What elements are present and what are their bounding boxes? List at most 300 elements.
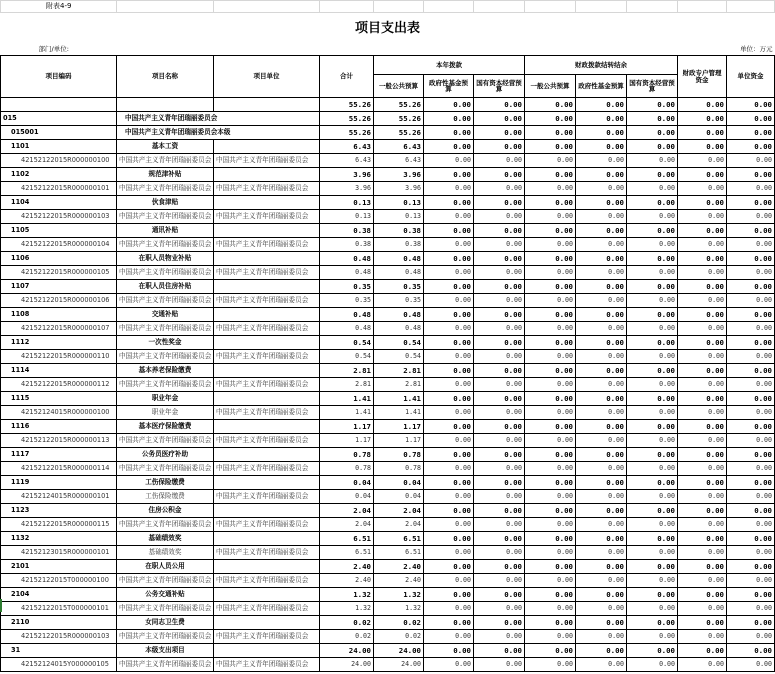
cell-co-general[interactable]: 0.00	[525, 518, 576, 532]
cell-total[interactable]: 0.38	[320, 224, 374, 238]
cell-cy-general[interactable]: 0.38	[374, 224, 424, 238]
cell-project-name[interactable]: 中国共产主义青年团瑞丽委员会	[117, 462, 214, 476]
cell-co-state-capital[interactable]: 0.00	[627, 252, 678, 266]
cell-cy-state-capital[interactable]: 0.00	[474, 182, 525, 196]
cell-co-state-capital[interactable]: 0.00	[627, 616, 678, 630]
cell-co-general[interactable]: 0.00	[525, 224, 576, 238]
cell-project-code[interactable]: 1119	[1, 476, 117, 490]
cell-project-unit[interactable]: 中国共产主义青年团瑞丽委员会	[214, 378, 320, 392]
cell-co-state-capital[interactable]: 0.00	[627, 588, 678, 602]
cell-project-code[interactable]: 42152122015R000000103	[1, 630, 117, 644]
cell-project-unit[interactable]: 中国共产主义青年团瑞丽委员会	[214, 658, 320, 672]
cell-cy-state-capital[interactable]: 0.00	[474, 462, 525, 476]
cell-project-name[interactable]: 伙食津贴	[117, 196, 214, 210]
cell-total[interactable]: 0.48	[320, 252, 374, 266]
cell-co-state-capital[interactable]: 0.00	[627, 280, 678, 294]
cell-total[interactable]: 0.02	[320, 630, 374, 644]
cell-unit-fund[interactable]: 0.00	[727, 252, 775, 266]
cell-co-state-capital[interactable]: 0.00	[627, 462, 678, 476]
cell-project-code[interactable]: 42152122015R000000103	[1, 210, 117, 224]
cell-co-general[interactable]: 0.00	[525, 196, 576, 210]
cell-project-unit[interactable]: 中国共产主义青年团瑞丽委员会	[214, 518, 320, 532]
cell-co-state-capital[interactable]: 0.00	[627, 182, 678, 196]
cell-co-gov-fund[interactable]: 0.00	[576, 462, 627, 476]
cell-cy-gov-fund[interactable]: 0.00	[424, 644, 474, 658]
cell-cy-state-capital[interactable]: 0.00	[474, 448, 525, 462]
cell-project-name[interactable]: 中国共产主义青年团瑞丽委员会	[117, 154, 214, 168]
cell-cy-state-capital[interactable]: 0.00	[474, 378, 525, 392]
cell-project-name[interactable]: 中国共产主义青年团瑞丽委员会	[117, 182, 214, 196]
cell-co-general[interactable]: 0.00	[525, 322, 576, 336]
cell-co-state-capital[interactable]: 0.00	[627, 560, 678, 574]
cell-special[interactable]: 0.00	[678, 630, 727, 644]
cell-unit-fund[interactable]: 0.00	[727, 588, 775, 602]
cell-project-unit[interactable]	[214, 560, 320, 574]
cell-project-unit[interactable]: 中国共产主义青年团瑞丽委员会	[214, 210, 320, 224]
cell-co-state-capital[interactable]: 0.00	[627, 196, 678, 210]
cell-cy-state-capital[interactable]: 0.00	[474, 238, 525, 252]
cell-co-state-capital[interactable]: 0.00	[627, 504, 678, 518]
cell-co-general[interactable]: 0.00	[525, 490, 576, 504]
cell-special[interactable]: 0.00	[678, 574, 727, 588]
cell-project-name[interactable]: 女同志卫生费	[117, 616, 214, 630]
cell-cy-state-capital[interactable]: 0.00	[474, 168, 525, 182]
cell-co-general[interactable]: 0.00	[525, 504, 576, 518]
cell-cy-gov-fund[interactable]: 0.00	[424, 238, 474, 252]
cell-project-code[interactable]: 1105	[1, 224, 117, 238]
cell-project-name[interactable]: 中国共产主义青年团瑞丽委员会	[117, 574, 214, 588]
cell-project-unit[interactable]: 中国共产主义青年团瑞丽委员会	[214, 154, 320, 168]
cell-co-state-capital[interactable]: 0.00	[627, 224, 678, 238]
cell-cy-general[interactable]: 2.81	[374, 364, 424, 378]
cell-project-unit[interactable]: 中国共产主义青年团瑞丽委员会	[214, 294, 320, 308]
cell-cy-general[interactable]: 24.00	[374, 644, 424, 658]
cell-unit-fund[interactable]: 0.00	[727, 364, 775, 378]
cell-cy-gov-fund[interactable]: 0.00	[424, 350, 474, 364]
cell-co-state-capital[interactable]: 0.00	[627, 448, 678, 462]
cell-project-unit[interactable]: 中国共产主义青年团瑞丽委员会	[214, 434, 320, 448]
cell-project-unit[interactable]	[214, 140, 320, 154]
cell-special[interactable]: 0.00	[678, 210, 727, 224]
cell-project-name[interactable]: 中国共产主义青年团瑞丽委员会	[117, 238, 214, 252]
cell-project-name[interactable]: 中国共产主义青年团瑞丽委员会	[117, 266, 214, 280]
cell-cy-gov-fund[interactable]: 0.00	[424, 658, 474, 672]
cell-unit-fund[interactable]: 0.00	[727, 238, 775, 252]
cell-special[interactable]: 0.00	[678, 140, 727, 154]
unit-label[interactable]: 单位：万元	[740, 44, 773, 53]
cell-unit-fund[interactable]: 0.00	[727, 448, 775, 462]
cell-co-gov-fund[interactable]: 0.00	[576, 658, 627, 672]
cell-project-code[interactable]: 42152122015R000000106	[1, 294, 117, 308]
cell-co-general[interactable]: 0.00	[525, 140, 576, 154]
cell-project-name[interactable]: 一次性奖金	[117, 336, 214, 350]
cell-cy-general[interactable]: 1.32	[374, 602, 424, 616]
cell-cy-state-capital[interactable]: 0.00	[474, 126, 525, 140]
cell-total[interactable]: 1.41	[320, 406, 374, 420]
cell-project-name[interactable]: 公务员医疗补助	[117, 448, 214, 462]
cell-co-gov-fund[interactable]: 0.00	[576, 476, 627, 490]
cell-co-general[interactable]: 0.00	[525, 406, 576, 420]
cell-project-unit[interactable]	[214, 476, 320, 490]
cell-cy-gov-fund[interactable]: 0.00	[424, 476, 474, 490]
cell-total[interactable]: 0.04	[320, 476, 374, 490]
cell-project-name[interactable]: 公务交通补贴	[117, 588, 214, 602]
cell-cy-general[interactable]: 3.96	[374, 182, 424, 196]
cell-cy-gov-fund[interactable]: 0.00	[424, 252, 474, 266]
header-co-state-capital[interactable]: 国有资本经营预算	[627, 75, 678, 98]
cell-project-code[interactable]: 42152124015R000000101	[1, 490, 117, 504]
cell-co-gov-fund[interactable]: 0.00	[576, 224, 627, 238]
cell-cy-gov-fund[interactable]: 0.00	[424, 490, 474, 504]
cell-co-general[interactable]: 0.00	[525, 126, 576, 140]
cell-cy-gov-fund[interactable]: 0.00	[424, 434, 474, 448]
cell-unit-fund[interactable]: 0.00	[727, 336, 775, 350]
header-cy-gov-fund[interactable]: 政府性基金预算	[424, 75, 474, 98]
cell-cy-general[interactable]: 2.40	[374, 574, 424, 588]
cell-special[interactable]: 0.00	[678, 378, 727, 392]
cell-special[interactable]: 0.00	[678, 182, 727, 196]
cell-co-general[interactable]: 0.00	[525, 280, 576, 294]
cell-project-code[interactable]	[1, 98, 117, 112]
cell-total[interactable]: 0.04	[320, 490, 374, 504]
cell-co-state-capital[interactable]: 0.00	[627, 294, 678, 308]
cell-unit-fund[interactable]: 0.00	[727, 392, 775, 406]
cell-special[interactable]: 0.00	[678, 560, 727, 574]
cell-cy-state-capital[interactable]: 0.00	[474, 98, 525, 112]
cell-co-general[interactable]: 0.00	[525, 252, 576, 266]
cell-co-gov-fund[interactable]: 0.00	[576, 532, 627, 546]
cell-project-code[interactable]: 015	[1, 112, 117, 126]
cell-total[interactable]: 6.51	[320, 532, 374, 546]
cell-unit-fund[interactable]: 0.00	[727, 420, 775, 434]
cell-co-state-capital[interactable]: 0.00	[627, 168, 678, 182]
cell-co-state-capital[interactable]: 0.00	[627, 126, 678, 140]
cell-cy-state-capital[interactable]: 0.00	[474, 294, 525, 308]
cell-co-gov-fund[interactable]: 0.00	[576, 308, 627, 322]
cell-total[interactable]: 6.43	[320, 154, 374, 168]
cell-special[interactable]: 0.00	[678, 462, 727, 476]
cell-co-gov-fund[interactable]: 0.00	[576, 434, 627, 448]
cell-total[interactable]: 55.26	[320, 98, 374, 112]
cell-co-general[interactable]: 0.00	[525, 560, 576, 574]
cell-project-name[interactable]: 中国共产主义青年团瑞丽委员会	[117, 112, 320, 126]
cell-unit-fund[interactable]: 0.00	[727, 378, 775, 392]
cell-cy-general[interactable]: 0.48	[374, 266, 424, 280]
header-total[interactable]: 合计	[320, 56, 374, 98]
cell-cy-gov-fund[interactable]: 0.00	[424, 546, 474, 560]
cell-project-code[interactable]: 2104	[1, 588, 117, 602]
cell-project-code[interactable]: 1104	[1, 196, 117, 210]
cell-project-name[interactable]	[117, 98, 214, 112]
cell-cy-gov-fund[interactable]: 0.00	[424, 392, 474, 406]
cell-unit-fund[interactable]: 0.00	[727, 350, 775, 364]
cell-project-unit[interactable]	[214, 448, 320, 462]
cell-cy-state-capital[interactable]: 0.00	[474, 434, 525, 448]
cell-project-name[interactable]: 中国共产主义青年团瑞丽委员会	[117, 378, 214, 392]
cell-cy-state-capital[interactable]: 0.00	[474, 574, 525, 588]
cell-project-unit[interactable]	[214, 392, 320, 406]
cell-project-unit[interactable]	[214, 644, 320, 658]
cell-co-gov-fund[interactable]: 0.00	[576, 294, 627, 308]
cell-project-code[interactable]: 1101	[1, 140, 117, 154]
cell-co-state-capital[interactable]: 0.00	[627, 140, 678, 154]
cell-co-gov-fund[interactable]: 0.00	[576, 406, 627, 420]
cell-unit-fund[interactable]: 0.00	[727, 644, 775, 658]
cell-co-state-capital[interactable]: 0.00	[627, 210, 678, 224]
cell-co-gov-fund[interactable]: 0.00	[576, 518, 627, 532]
cell-special[interactable]: 0.00	[678, 322, 727, 336]
cell-total[interactable]: 0.38	[320, 238, 374, 252]
cell-co-gov-fund[interactable]: 0.00	[576, 168, 627, 182]
cell-special[interactable]: 0.00	[678, 126, 727, 140]
cell-cy-state-capital[interactable]: 0.00	[474, 406, 525, 420]
cell-special[interactable]: 0.00	[678, 448, 727, 462]
cell-project-code[interactable]: 1115	[1, 392, 117, 406]
cell-special[interactable]: 0.00	[678, 336, 727, 350]
cell-cy-general[interactable]: 2.04	[374, 518, 424, 532]
cell-cy-gov-fund[interactable]: 0.00	[424, 588, 474, 602]
header-current-year[interactable]: 本年拨款	[374, 56, 525, 75]
cell-cy-general[interactable]: 0.13	[374, 210, 424, 224]
cell-project-name[interactable]: 在职人员住房补贴	[117, 280, 214, 294]
cell-project-name[interactable]: 工伤保险缴费	[117, 490, 214, 504]
cell-co-general[interactable]: 0.00	[525, 364, 576, 378]
cell-project-code[interactable]: 2101	[1, 560, 117, 574]
cell-co-state-capital[interactable]: 0.00	[627, 308, 678, 322]
cell-cy-general[interactable]: 0.48	[374, 308, 424, 322]
cell-unit-fund[interactable]: 0.00	[727, 560, 775, 574]
cell-special[interactable]: 0.00	[678, 112, 727, 126]
cell-co-gov-fund[interactable]: 0.00	[576, 378, 627, 392]
cell-total[interactable]: 3.96	[320, 168, 374, 182]
cell-project-name[interactable]: 工伤保险缴费	[117, 476, 214, 490]
cell-total[interactable]: 2.04	[320, 518, 374, 532]
cell-cy-gov-fund[interactable]: 0.00	[424, 98, 474, 112]
cell-project-unit[interactable]	[214, 616, 320, 630]
cell-cy-gov-fund[interactable]: 0.00	[424, 308, 474, 322]
cell-cy-gov-fund[interactable]: 0.00	[424, 420, 474, 434]
cell-project-code[interactable]: 42152122015R000000105	[1, 266, 117, 280]
cell-project-code[interactable]: 015001	[1, 126, 117, 140]
cell-project-unit[interactable]: 中国共产主义青年团瑞丽委员会	[214, 182, 320, 196]
cell-project-code[interactable]: 1117	[1, 448, 117, 462]
cell-cy-gov-fund[interactable]: 0.00	[424, 406, 474, 420]
cell-unit-fund[interactable]: 0.00	[727, 112, 775, 126]
cell-co-gov-fund[interactable]: 0.00	[576, 490, 627, 504]
cell-project-name[interactable]: 中国共产主义青年团瑞丽委员会本级	[117, 126, 320, 140]
cell-project-code[interactable]: 42152122015R000000114	[1, 462, 117, 476]
cell-co-gov-fund[interactable]: 0.00	[576, 420, 627, 434]
cell-co-gov-fund[interactable]: 0.00	[576, 560, 627, 574]
cell-cy-general[interactable]: 0.02	[374, 616, 424, 630]
cell-special[interactable]: 0.00	[678, 434, 727, 448]
cell-special[interactable]: 0.00	[678, 532, 727, 546]
cell-co-general[interactable]: 0.00	[525, 546, 576, 560]
cell-project-name[interactable]: 中国共产主义青年团瑞丽委员会	[117, 322, 214, 336]
cell-project-code[interactable]: 1102	[1, 168, 117, 182]
cell-cy-general[interactable]: 6.51	[374, 546, 424, 560]
cell-co-gov-fund[interactable]: 0.00	[576, 644, 627, 658]
cell-co-general[interactable]: 0.00	[525, 532, 576, 546]
cell-project-unit[interactable]: 中国共产主义青年团瑞丽委员会	[214, 602, 320, 616]
cell-project-unit[interactable]	[214, 196, 320, 210]
cell-cy-state-capital[interactable]: 0.00	[474, 224, 525, 238]
cell-cy-gov-fund[interactable]: 0.00	[424, 462, 474, 476]
cell-unit-fund[interactable]: 0.00	[727, 602, 775, 616]
cell-project-code[interactable]: 42152122015T000000100	[1, 574, 117, 588]
cell-cy-general[interactable]: 6.43	[374, 154, 424, 168]
cell-unit-fund[interactable]: 0.00	[727, 518, 775, 532]
cell-cy-gov-fund[interactable]: 0.00	[424, 560, 474, 574]
cell-project-unit[interactable]: 中国共产主义青年团瑞丽委员会	[214, 546, 320, 560]
dept-label[interactable]: 部门/单位:	[38, 44, 69, 53]
cell-cy-gov-fund[interactable]: 0.00	[424, 224, 474, 238]
cell-unit-fund[interactable]: 0.00	[727, 182, 775, 196]
cell-total[interactable]: 1.17	[320, 420, 374, 434]
cell-cy-state-capital[interactable]: 0.00	[474, 266, 525, 280]
cell-special[interactable]: 0.00	[678, 308, 727, 322]
cell-cy-gov-fund[interactable]: 0.00	[424, 154, 474, 168]
cell-project-code[interactable]: 42152122015R000000100	[1, 154, 117, 168]
cell-special[interactable]: 0.00	[678, 518, 727, 532]
cell-cy-state-capital[interactable]: 0.00	[474, 616, 525, 630]
cell-co-general[interactable]: 0.00	[525, 658, 576, 672]
cell-total[interactable]: 2.81	[320, 364, 374, 378]
cell-cy-state-capital[interactable]: 0.00	[474, 560, 525, 574]
cell-cy-gov-fund[interactable]: 0.00	[424, 266, 474, 280]
cell-cy-general[interactable]: 2.04	[374, 504, 424, 518]
cell-cy-gov-fund[interactable]: 0.00	[424, 112, 474, 126]
cell-cy-gov-fund[interactable]: 0.00	[424, 196, 474, 210]
cell-cy-gov-fund[interactable]: 0.00	[424, 280, 474, 294]
cell-co-general[interactable]: 0.00	[525, 308, 576, 322]
cell-cy-general[interactable]: 0.35	[374, 294, 424, 308]
cell-unit-fund[interactable]: 0.00	[727, 168, 775, 182]
cell-co-general[interactable]: 0.00	[525, 266, 576, 280]
cell-co-general[interactable]: 0.00	[525, 602, 576, 616]
cell-cy-gov-fund[interactable]: 0.00	[424, 602, 474, 616]
cell-unit-fund[interactable]: 0.00	[727, 224, 775, 238]
cell-co-general[interactable]: 0.00	[525, 378, 576, 392]
cell-cy-general[interactable]: 3.96	[374, 168, 424, 182]
cell-cy-general[interactable]: 0.78	[374, 462, 424, 476]
cell-co-gov-fund[interactable]: 0.00	[576, 336, 627, 350]
cell-special[interactable]: 0.00	[678, 238, 727, 252]
cell-unit-fund[interactable]: 0.00	[727, 462, 775, 476]
cell-cy-gov-fund[interactable]: 0.00	[424, 322, 474, 336]
cell-co-gov-fund[interactable]: 0.00	[576, 210, 627, 224]
cell-co-state-capital[interactable]: 0.00	[627, 574, 678, 588]
cell-total[interactable]: 0.48	[320, 308, 374, 322]
header-unit-fund[interactable]: 单位资金	[727, 56, 775, 98]
cell-project-unit[interactable]: 中国共产主义青年团瑞丽委员会	[214, 266, 320, 280]
cell-project-unit[interactable]	[214, 336, 320, 350]
cell-co-state-capital[interactable]: 0.00	[627, 336, 678, 350]
cell-cy-general[interactable]: 0.04	[374, 476, 424, 490]
cell-special[interactable]: 0.00	[678, 392, 727, 406]
cell-cy-gov-fund[interactable]: 0.00	[424, 630, 474, 644]
cell-project-code[interactable]: 42152124015R000000100	[1, 406, 117, 420]
cell-special[interactable]: 0.00	[678, 154, 727, 168]
cell-co-state-capital[interactable]: 0.00	[627, 434, 678, 448]
cell-special[interactable]: 0.00	[678, 224, 727, 238]
cell-total[interactable]: 2.40	[320, 560, 374, 574]
cell-co-gov-fund[interactable]: 0.00	[576, 588, 627, 602]
cell-co-gov-fund[interactable]: 0.00	[576, 504, 627, 518]
cell-cy-gov-fund[interactable]: 0.00	[424, 210, 474, 224]
cell-co-general[interactable]: 0.00	[525, 630, 576, 644]
cell-project-unit[interactable]: 中国共产主义青年团瑞丽委员会	[214, 238, 320, 252]
cell-cy-general[interactable]: 2.40	[374, 560, 424, 574]
cell-project-name[interactable]: 中国共产主义青年团瑞丽委员会	[117, 602, 214, 616]
cell-co-state-capital[interactable]: 0.00	[627, 364, 678, 378]
cell-co-gov-fund[interactable]: 0.00	[576, 602, 627, 616]
cell-cy-general[interactable]: 24.00	[374, 658, 424, 672]
cell-total[interactable]: 6.51	[320, 546, 374, 560]
cell-co-general[interactable]: 0.00	[525, 392, 576, 406]
cell-co-general[interactable]: 0.00	[525, 420, 576, 434]
cell-special[interactable]: 0.00	[678, 406, 727, 420]
cell-co-general[interactable]: 0.00	[525, 462, 576, 476]
cell-cy-gov-fund[interactable]: 0.00	[424, 616, 474, 630]
cell-cy-state-capital[interactable]: 0.00	[474, 644, 525, 658]
cell-cy-state-capital[interactable]: 0.00	[474, 140, 525, 154]
cell-special[interactable]: 0.00	[678, 350, 727, 364]
cell-unit-fund[interactable]: 0.00	[727, 476, 775, 490]
cell-co-gov-fund[interactable]: 0.00	[576, 574, 627, 588]
cell-co-state-capital[interactable]: 0.00	[627, 630, 678, 644]
cell-co-gov-fund[interactable]: 0.00	[576, 126, 627, 140]
cell-total[interactable]: 55.26	[320, 126, 374, 140]
cell-co-state-capital[interactable]: 0.00	[627, 644, 678, 658]
cell-cy-state-capital[interactable]: 0.00	[474, 546, 525, 560]
cell-cy-state-capital[interactable]: 0.00	[474, 210, 525, 224]
cell-cy-gov-fund[interactable]: 0.00	[424, 378, 474, 392]
cell-total[interactable]: 1.17	[320, 434, 374, 448]
header-project-unit[interactable]: 项目单位	[214, 56, 320, 98]
cell-total[interactable]: 24.00	[320, 644, 374, 658]
cell-project-code[interactable]: 2110	[1, 616, 117, 630]
cell-total[interactable]: 24.00	[320, 658, 374, 672]
cell-co-gov-fund[interactable]: 0.00	[576, 266, 627, 280]
cell-total[interactable]: 0.35	[320, 280, 374, 294]
cell-special[interactable]: 0.00	[678, 420, 727, 434]
cell-co-state-capital[interactable]: 0.00	[627, 112, 678, 126]
cell-cy-general[interactable]: 0.02	[374, 630, 424, 644]
cell-cy-gov-fund[interactable]: 0.00	[424, 336, 474, 350]
cell-project-name[interactable]: 本级支出项目	[117, 644, 214, 658]
cell-project-code[interactable]: 42152122015T000000101	[1, 602, 117, 616]
cell-special[interactable]: 0.00	[678, 266, 727, 280]
cell-co-general[interactable]: 0.00	[525, 210, 576, 224]
cell-project-code[interactable]: 1107	[1, 280, 117, 294]
cell-co-general[interactable]: 0.00	[525, 350, 576, 364]
cell-project-name[interactable]: 基本工资	[117, 140, 214, 154]
cell-total[interactable]: 0.54	[320, 350, 374, 364]
cell-total[interactable]: 0.78	[320, 448, 374, 462]
cell-total[interactable]: 6.43	[320, 140, 374, 154]
cell-co-state-capital[interactable]: 0.00	[627, 238, 678, 252]
cell-special[interactable]: 0.00	[678, 616, 727, 630]
cell-project-name[interactable]: 中国共产主义青年团瑞丽委员会	[117, 518, 214, 532]
cell-co-gov-fund[interactable]: 0.00	[576, 364, 627, 378]
cell-cy-general[interactable]: 6.51	[374, 532, 424, 546]
cell-co-gov-fund[interactable]: 0.00	[576, 154, 627, 168]
cell-cy-gov-fund[interactable]: 0.00	[424, 182, 474, 196]
cell-total[interactable]: 0.78	[320, 462, 374, 476]
cell-cy-state-capital[interactable]: 0.00	[474, 420, 525, 434]
cell-unit-fund[interactable]: 0.00	[727, 546, 775, 560]
